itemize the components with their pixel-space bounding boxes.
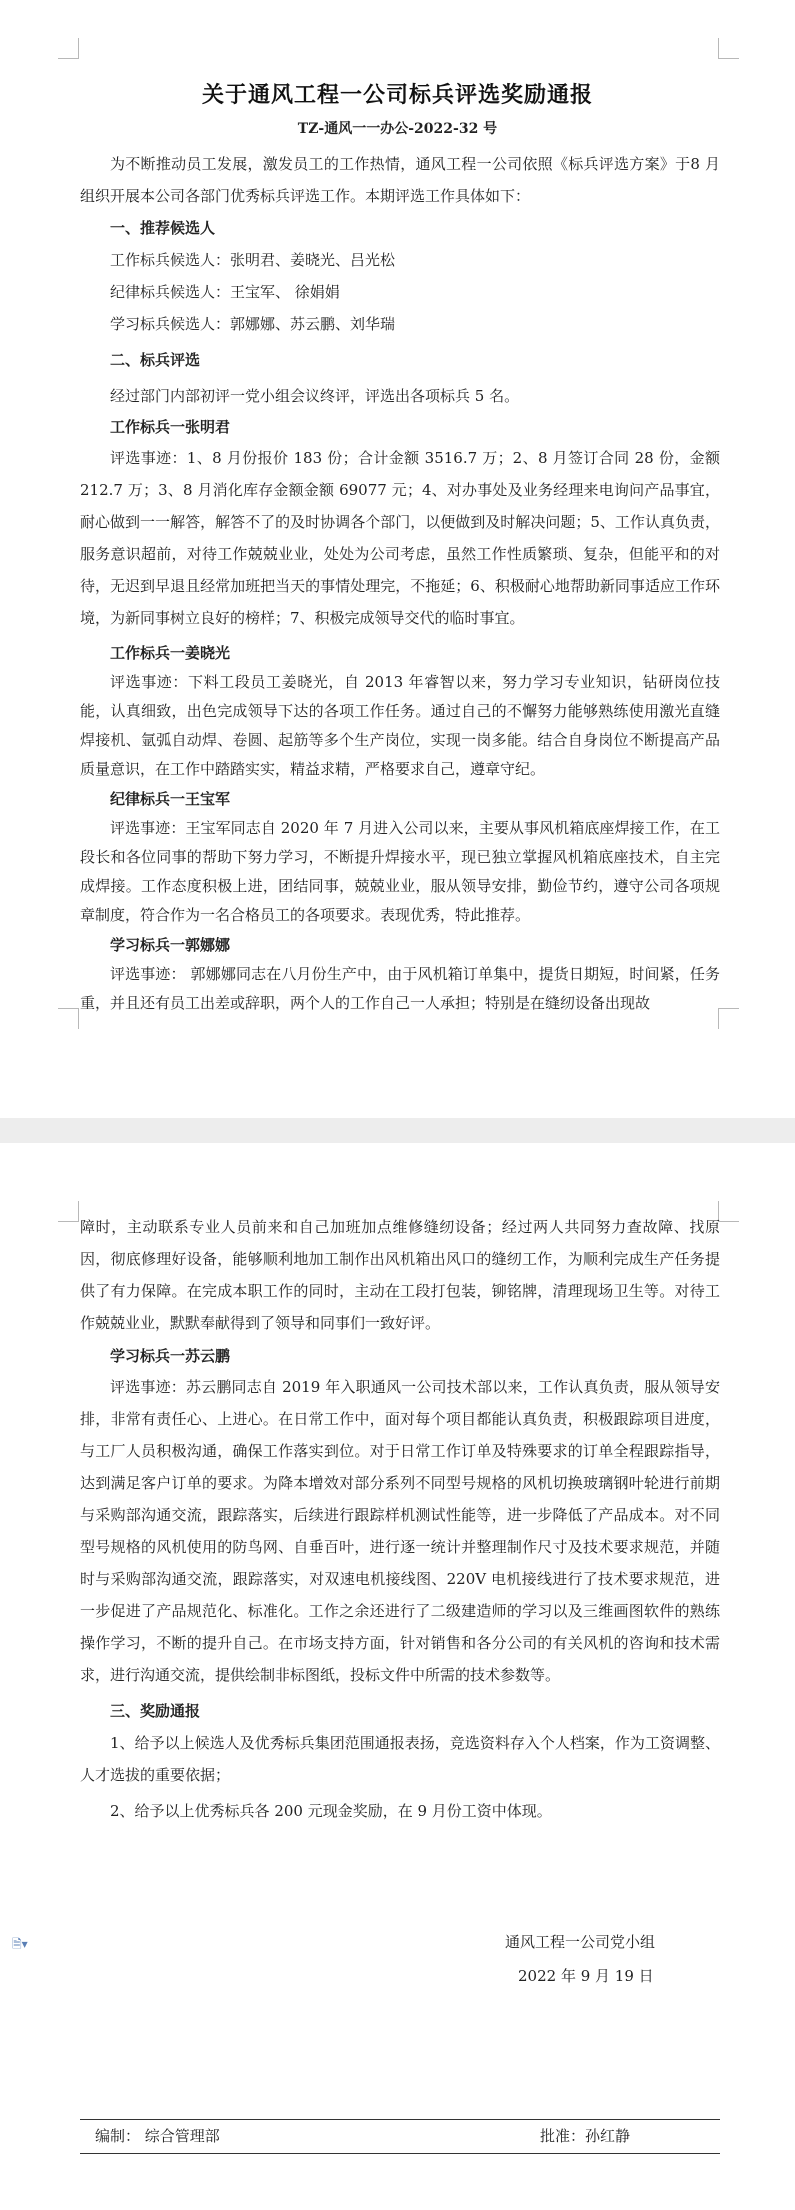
section-3-heading: 三、奖励通报 (110, 1702, 201, 1720)
page-corner-mark (718, 1201, 739, 1222)
document-number: TZ-通风一一办公-2022-32 号 (297, 121, 498, 137)
award-description: 评选事迹：王宝军同志自 2020 年 7 月进入公司以来，主要从事风机箱底座焊接工作，在工段长和各位同事的帮助下努力学习，不断提升焊接水平，现已独立掌握风机箱底座技术，自主完成焊接。工作态度积极上进，团结同事，兢兢业业，服从领导安排，勤俭节约，遵守公司各项规章制度，符合作为一名合格员工的各项要求。表现优秀，特此推荐。 (80, 819, 720, 924)
candidate-line: 纪律标兵候选人：王宝军、 徐娟娟 (110, 283, 340, 301)
section-1-heading: 一、推荐候选人 (110, 219, 216, 237)
page-1-body (80, 148, 720, 1018)
award-title: 工作标兵一姜晓光 (110, 644, 231, 662)
page-corner-mark (718, 38, 739, 59)
document-note-icon[interactable]: 🗎▾ (12, 1937, 28, 1951)
award-description: 评选事迹：下料工段员工姜晓光，自 2013 年睿智以来，努力学习专业知识，钻研岗位技能，认真细致，出色完成领导下达的各项工作任务。通过自己的不懈努力能够熟练使用激光直缝焊接机、氩弧自动焊、卷圆、起筋等多个生产岗位，实现一岗多能。结合自身岗位不断提高产品质量意识，在工作中踏踏实实，精益求精，严格要求自己，遵章守纪。 (80, 673, 720, 778)
award-title: 工作标兵一张明君 (110, 418, 231, 436)
footer-editor: 编制： 综合管理部 (95, 2127, 220, 2145)
award-description-continued: 障时，主动联系专业人员前来和自己加班加点维修缝纫设备；经过两人共同努力查故障、找原因，彻底修理好设备，能够顺利地加工制作出风机箱出风口的缝纫工作，为顺利完成生产任务提供了有力保障。在完成本职工作的同时，主动在工段打包装，铆铭牌，清理现场卫生等。对待工作兢兢业业，默默奉献得到了领导和同事们一致好评。 (80, 1218, 720, 1332)
selection-summary: 经过部门内部初评一党小组会议终评，评选出各项标兵 5 名。 (110, 387, 520, 405)
intro-paragraph: 为不断推动员工发展，激发员工的工作热情，通风工程一公司依照《标兵评选方案》于8 月组织开展本公司各部门优秀标兵评选工作。本期评选工作具体如下： (80, 155, 720, 205)
section-2-heading: 二、标兵评选 (110, 351, 201, 369)
award-description: 评选事迹：1、8 月份报价 183 份；合计金额 3516.7 万；2、8 月签订合同 28 份，金额 212.7 万；3、8 月消化库存金额金额 69077 元；4、对办事处及业务经理来电询问产品事宜，耐心做到一一解答，解答不了的及时协调各个部门，以便做到及时解决问题；5、工作认真负责，服务意识超前，对待工作兢兢业业，处处为公司考虑，虽然工作性质繁琐、复杂，但能平和的对待，无迟到早退且经常加班把当天的事情处理完，不拖延；6、积极耐心地帮助新同事适应工作环境，为新同事树立良好的榜样；7、积极完成领导交代的临时事宜。 (80, 449, 720, 627)
award-title: 学习标兵一苏云鹏 (110, 1347, 231, 1365)
reward-item: 2、给予以上优秀标兵各 200 元现金奖励，在 9 月份工资中体现。 (110, 1802, 552, 1820)
signature-date: 2022 年 9 月 19 日 (518, 1967, 654, 1985)
award-description: 评选事迹：苏云鹏同志自 2019 年入职通风一公司技术部以来，工作认真负责，服从领导安排，非常有责任心、上进心。在日常工作中，面对每个项目都能认真负责，积极跟踪项目进度，与工厂人员积极沟通，确保工作落实到位。对于日常工作订单及特殊要求的订单全程跟踪指导，达到满足客户订单的要求。为降本增效对部分系列不同型号规格的风机切换玻璃钢叶轮进行前期与采购部沟通交流，跟踪落实，后续进行跟踪样机测试性能等，进一步降低了产品成本。对不同型号规格的风机使用的防鸟网、自垂百叶，进行逐一统计并整理制作尺寸及技术要求规范，并随时与采购部沟通交流，跟踪落实，对双速电机接线图、220V 电机接线进行了技术要求规范，进一步促进了产品规范化、标准化。工作之余还进行了二级建造师的学习以及三维画图软件的熟练操作学习，不断的提升自己。在市场支持方面，针对销售和各分公司的有关风机的咨询和技术需求，进行沟通交流，提供绘制非标图纸，投标文件中所需的技术参数等。 (80, 1378, 720, 1684)
award-title: 学习标兵一郭娜娜 (110, 936, 231, 954)
reward-item: 1、给予以上候选人及优秀标兵集团范围通报表扬，竞选资料存入个人档案，作为工资调整、人才选拔的重要依据； (80, 1734, 720, 1784)
candidate-line: 工作标兵候选人：张明君、姜晓光、吕光松 (110, 251, 396, 269)
page-corner-mark (58, 1008, 79, 1029)
award-title: 纪律标兵一王宝军 (110, 790, 231, 808)
document-page-2 (0, 1143, 795, 2210)
signature-org: 通风工程一公司党小组 (505, 1933, 656, 1951)
page-corner-mark (58, 1201, 79, 1222)
footer-bottom-rule (80, 2153, 720, 2154)
footer-approver: 批准：孙红静 (540, 2127, 631, 2145)
page-2-body (80, 1211, 720, 1827)
footer-top-rule (80, 2119, 720, 2120)
page-corner-mark (718, 1008, 739, 1029)
award-description: 评选事迹： 郭娜娜同志在八月份生产中，由于风机箱订单集中，提货日期短，时间紧，任务重，并且还有员工出差或辞职，两个人的工作自己一人承担；特别是在缝纫设备出现故 (80, 965, 720, 1012)
candidate-line: 学习标兵候选人：郭娜娜、苏云鹏、刘华瑞 (110, 315, 396, 333)
page-corner-mark (58, 38, 79, 59)
document-title: 关于通风工程一公司标兵评选奖励通报 (201, 82, 593, 108)
